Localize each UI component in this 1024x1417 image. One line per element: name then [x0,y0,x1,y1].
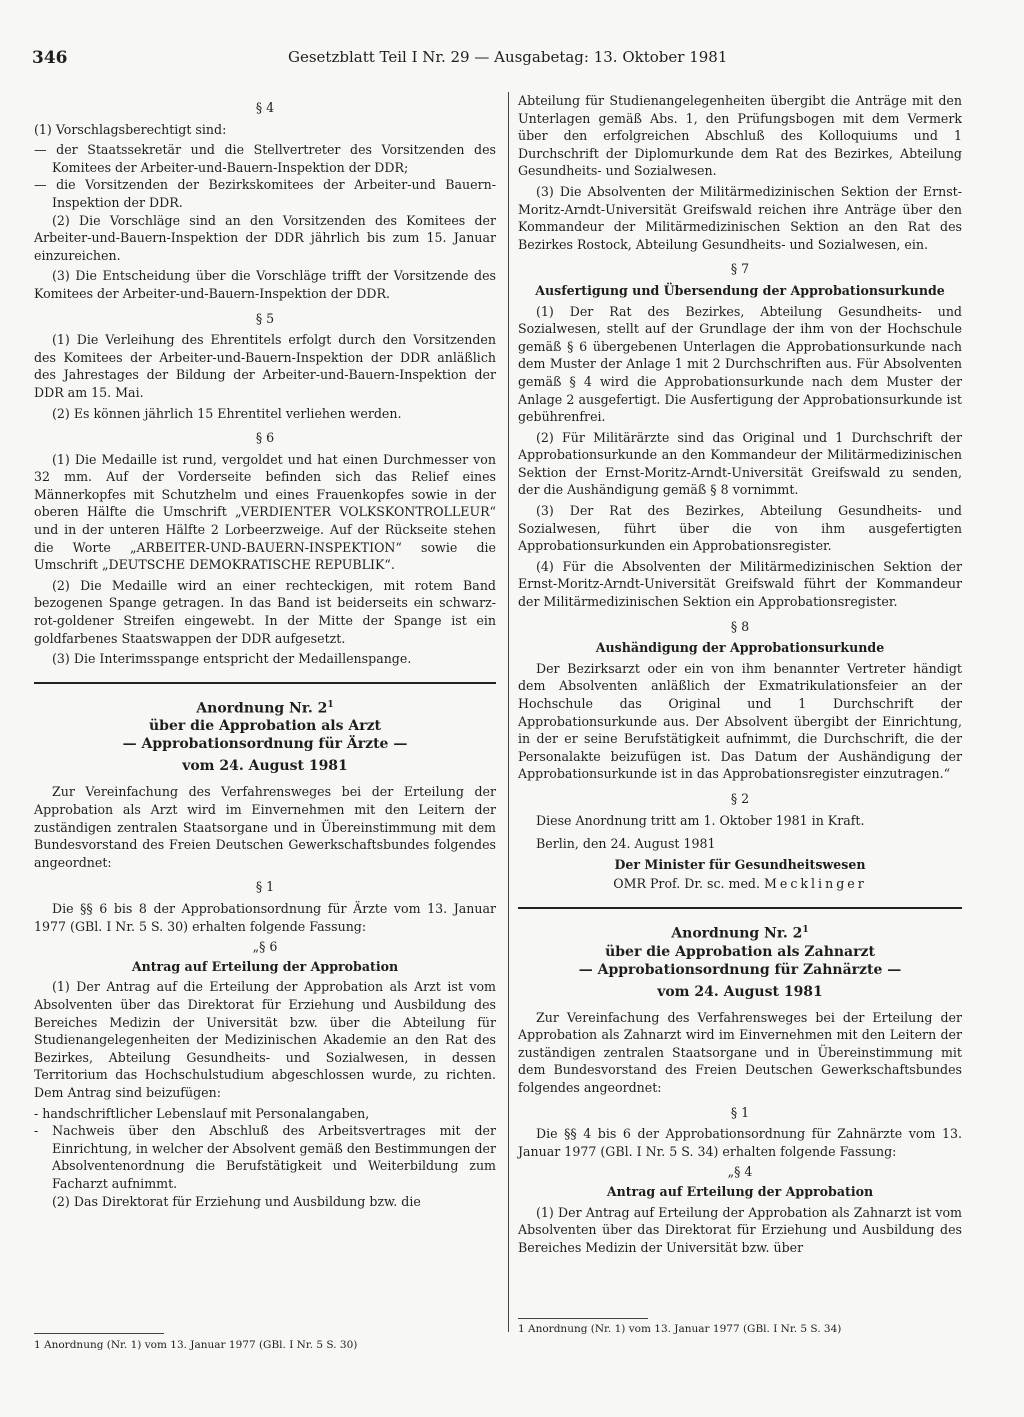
signoff-place-date: Berlin, den 24. August 1981 [536,836,716,852]
section-4-para-1: (1) Vorschlagsberechtigt sind: [34,121,227,137]
header-title: Gesetzblatt Teil I Nr. 29 — Ausgabetag: 13. Oktober 1981 [288,48,728,66]
section-6-para-1: (1) Die Medaille ist rund, vergoldet und hat einen Durchmesser von 32 mm. Auf der Vorderseite befinden sich das Relief eines Männerkopfes mit Schutzhelm und eines Frauenkopfes sowie in der oberen Hälfte die Umschrift „VERDIENTER VOLKSKONTROLLEUR“ und in der unteren Hälfte 2 Lorbeerzweige. Auf der Rückseite stehen die Worte „ARBEITER-UND-BAUERN-INSPEKTION“ sowie die Umschrift „DEUTSCHE DEMOKRATISCHE REPUBLIK“. [34,451,496,573]
decree-section-1-heading: § 1 [255,879,275,895]
decree2-title-line-2: über die Approbation als Zahnarzt [605,943,875,960]
section-7-heading: § 7 [730,261,750,277]
footnote-rule-left [34,1333,164,1334]
decree-date: vom 24. August 1981 [182,758,348,775]
section-5-heading: § 5 [255,310,275,326]
decree-title-line-2: über die Approbation als Arzt [148,718,381,735]
footnote-rule-right [518,1318,648,1319]
page-header [32,48,992,74]
decree-section-6-heading: „§ 6 [252,939,278,955]
decree2-intro: Zur Vereinfachung des Verfahrensweges bei der Erteilung der Approbation als Zahnarzt wird im Einvernehmen mit den Leitern der zuständigen zentralen Staatsorgane und in Übereinstimmung mit dem Bundesvorstand des Freien Deutschen Gewerkschaftsbundes folgendes angeordnet: [518,1009,962,1095]
decree2-section-4-heading: „§ 4 [727,1164,753,1180]
decree2-section-4-title: Antrag auf Erteilung der Approbation [606,1183,874,1199]
section-5-para-1: (1) Die Verleihung des Ehrentitels erfolgt durch den Vorsitzenden des Komitees der Arbeiter-und-Bauern-Inspektion der DDR anläßlich des Jahrestages der Bildung der Arbeiter-und-Bauern-Inspektion der DDR am 15. Mai. [34,332,496,400]
section-8-title: Aushändigung der Approbationsurkunde [595,640,885,656]
decree2-date: vom 24. August 1981 [657,983,823,1000]
decree-title-line-1: Anordnung Nr. $2^1$ [196,699,334,717]
section-4-dash-1: — der Staatssekretär und die Stellvertreter des Vorsitzenden des Komitees der Arbeiter-und-Bauern-Inspektion der DDR; [34,142,496,175]
decree-intro: Zur Vereinfachung des Verfahrensweges bei der Erteilung der Approbation als Arzt wird im Einvernehmen mit den Leitern der zuständigen zentralen Staatsorgane und in Übereinstimmung mit dem Bundesvorstand des Freien Deutschen Gewerkschaftsbundes folgendes angeordnet: [34,784,496,870]
section-6-para-2: (2) Die Medaille wird an einer rechteckigen, mit rotem Band bezogenen Spange getragen. In das Band ist beiderseits ein schwarz-rot-goldener Streifen eingewebt. In der Mitte der Spange ist ein goldfarbenes Staatswappen der DDR aufgesetzt. [34,577,496,646]
signoff-minister: Der Minister für Gesundheitswesen [614,856,866,872]
section-7-title: Ausfertigung und Übersendung der Approbationsurkunde [535,282,945,298]
column-divider [508,92,509,1332]
section-4-para-3: (3) Die Entscheidung über die Vorschläge trifft der Vorsitzende des Komitees der Arbeiter-und-Bauern-Inspektion der DDR. [34,268,496,301]
decree-section-1-text: Die §§ 6 bis 8 der Approbationsordnung für Ärzte vom 13. Januar 1977 (GBl. I Nr. 5 S. 30) erhalten folgende Fassung: [34,901,496,934]
footnote-right: 1 Anordnung (Nr. 1) vom 13. Januar 1977 (GBl. I Nr. 5 S. 34) [518,1323,842,1335]
decree2-section-4-para-1: (1) Der Antrag auf Erteilung der Approbation als Zahnarzt ist vom Absolventen über das Direktorat für Erziehung und Ausbildung des Bereiches Medizin der Universität bzw. über [518,1204,962,1255]
decree2-section-1-heading: § 1 [730,1104,750,1120]
section-6-para-3-right: (3) Die Absolventen der Militärmedizinischen Sektion der Ernst-Moritz-Arndt-Universität Greifswald reichen ihre Anträge über den Kommandeur der Militärmedizinischen Sektion an den Rat des Bezirkes Rostock, Abteilung Gesundheits- und Sozialwesen, ein. [518,183,962,252]
section-7-para-4: (4) Für die Absolventen der Militärmedizinischen Sektion der Ernst-Moritz-Arndt-Universität Greifswald führt der Kommandeur der Militärmedizinischen Sektion ein Approbationsregister. [518,558,962,610]
section-4-heading: § 4 [255,100,275,115]
section-7-para-1: (1) Der Rat des Bezirkes, Abteilung Gesundheits- und Sozialwesen, stellt auf der Grundlage der ihm von der Hochschule gemäß § 6 übergebenen Unterlagen die Approbationsurkunde nach dem Muster der Anlage 1 mit 2 Durchschriften aus. Für Absolventen gemäß § 4 wird die Approbationsurkunde nach dem Muster der Anlage 2 ausgefertigt. Die Ausfertigung der Approbationsurkunde ist gebührenfrei. [518,303,962,425]
decree-section-6-dash-1: - handschriftlicher Lebenslauf mit Personalangaben, [34,1105,370,1121]
decree2-title-line-3: — Approbationsordnung für Zahnärzte — [578,961,902,978]
section-5-para-2: (2) Es können jährlich 15 Ehrentitel verliehen werden. [52,405,402,421]
decree-section-6-title: Antrag auf Erteilung der Approbation [131,958,399,974]
section-6-para-3: (3) Die Interimsspange entspricht der Medaillenspange. [52,651,412,667]
decree-section-6-dash-2: - Nachweis über den Abschluß des Arbeitsvertrages mit der Einrichtung, in welcher der Absolvent gemäß den Bestimmungen der Absolventenordnung die Berufstätigkeit und Weiterbildung zum Facharzt aufnimmt. [34,1123,496,1191]
section-7-para-3: (3) Der Rat des Bezirkes, Abteilung Gesundheits- und Sozialwesen, führt über die von ihm ausgefertigten Approbationsurkunden ein Approbationsregister. [518,503,962,554]
decree-title-line-3: — Approbationsordnung für Ärzte — [122,736,408,753]
right-column [518,92,962,1259]
decree-section-6-para-2: (2) Das Direktorat für Erziehung und Ausbildung bzw. die [52,1193,421,1209]
decree2-title-line-1: Anordnung Nr. $2^1$ [671,924,809,942]
page-number: 346 [32,48,68,68]
section-8-heading: § 8 [730,618,750,634]
section-divider [34,682,496,684]
continued-paragraph: Abteilung für Studienangelegenheiten übergibt die Anträge mit den Unterlagen gemäß Abs. 1, den Prüfungsbogen mit dem Vermerk über den erfolgreichen Abschluß des Kolloquiums und 1 Durchschrift der Diplomurkunde dem Rat des Bezirkes, Abteilung Gesundheits- und Sozialwesen. [518,93,962,179]
section-8-para-1: Der Bezirksarzt oder ein von ihm benannter Vertreter händigt dem Absolventen anläßlich der Exmatrikulationsfeier an der Hochschule das Original und 1 Durchschrift der Approbationsurkunde aus. Der Absolvent übergibt der Einrichtung, in der er seine Berufstätigkeit aufnimmt, die Durchschrift, die der Personalakte beizufügen ist. Das Datum der Aushändigung der Approbationsurkunde ist in das Approbationsregister einzutragen.“ [518,660,962,782]
section-divider-right [518,907,962,909]
section-6-heading: § 6 [255,430,275,446]
left-column [34,92,496,1213]
section-7-para-2: (2) Für Militärärzte sind das Original und 1 Durchschrift der Approbationsurkunde an den Kommandeur der Militärmedizinischen Sektion der Ernst-Moritz-Arndt-Universität Greifswald zu senden, der die Aushändigung gemäß § 8 vornimmt. [518,429,962,498]
decree2-section-1-text: Die §§ 4 bis 6 der Approbationsordnung für Zahnärzte vom 13. Januar 1977 (GBl. I Nr. 5 S. 34) erhalten folgende Fassung: [518,1126,962,1159]
section-4-dash-2: — die Vorsitzenden der Bezirkskomitees der Arbeiter-und Bauern-Inspektion der DDR. [34,177,496,210]
decree-section-6-para-1: (1) Der Antrag auf die Erteilung der Approbation als Arzt ist vom Absolventen über das Direktorat für Erziehung und Ausbildung des Bereiches Medizin der Universität bzw. über die Abteilung für Studienangelegenheiten der Medizinischen Akademie an den Rat des Bezirkes, Abteilung Gesundheits- und Sozialwesen, in dessen Territorium das Hochschulstudium abgeschlossen wurde, zu richten. Dem Antrag sind beizufügen: [34,979,496,1100]
closing-section-2-text: Diese Anordnung tritt am 1. Oktober 1981 in Kraft. [536,812,865,828]
closing-section-2-heading: § 2 [730,790,750,806]
signoff-name: OMR Prof. Dr. sc. med. Mecklinger [613,876,867,892]
section-4-para-2: (2) Die Vorschläge sind an den Vorsitzenden des Komitees der Arbeiter-und-Bauern-Inspektion der DDR jährlich bis zum 15. Januar einzureichen. [34,212,496,263]
footnote-left: 1 Anordnung (Nr. 1) vom 13. Januar 1977 (GBl. I Nr. 5 S. 30) [34,1339,358,1351]
